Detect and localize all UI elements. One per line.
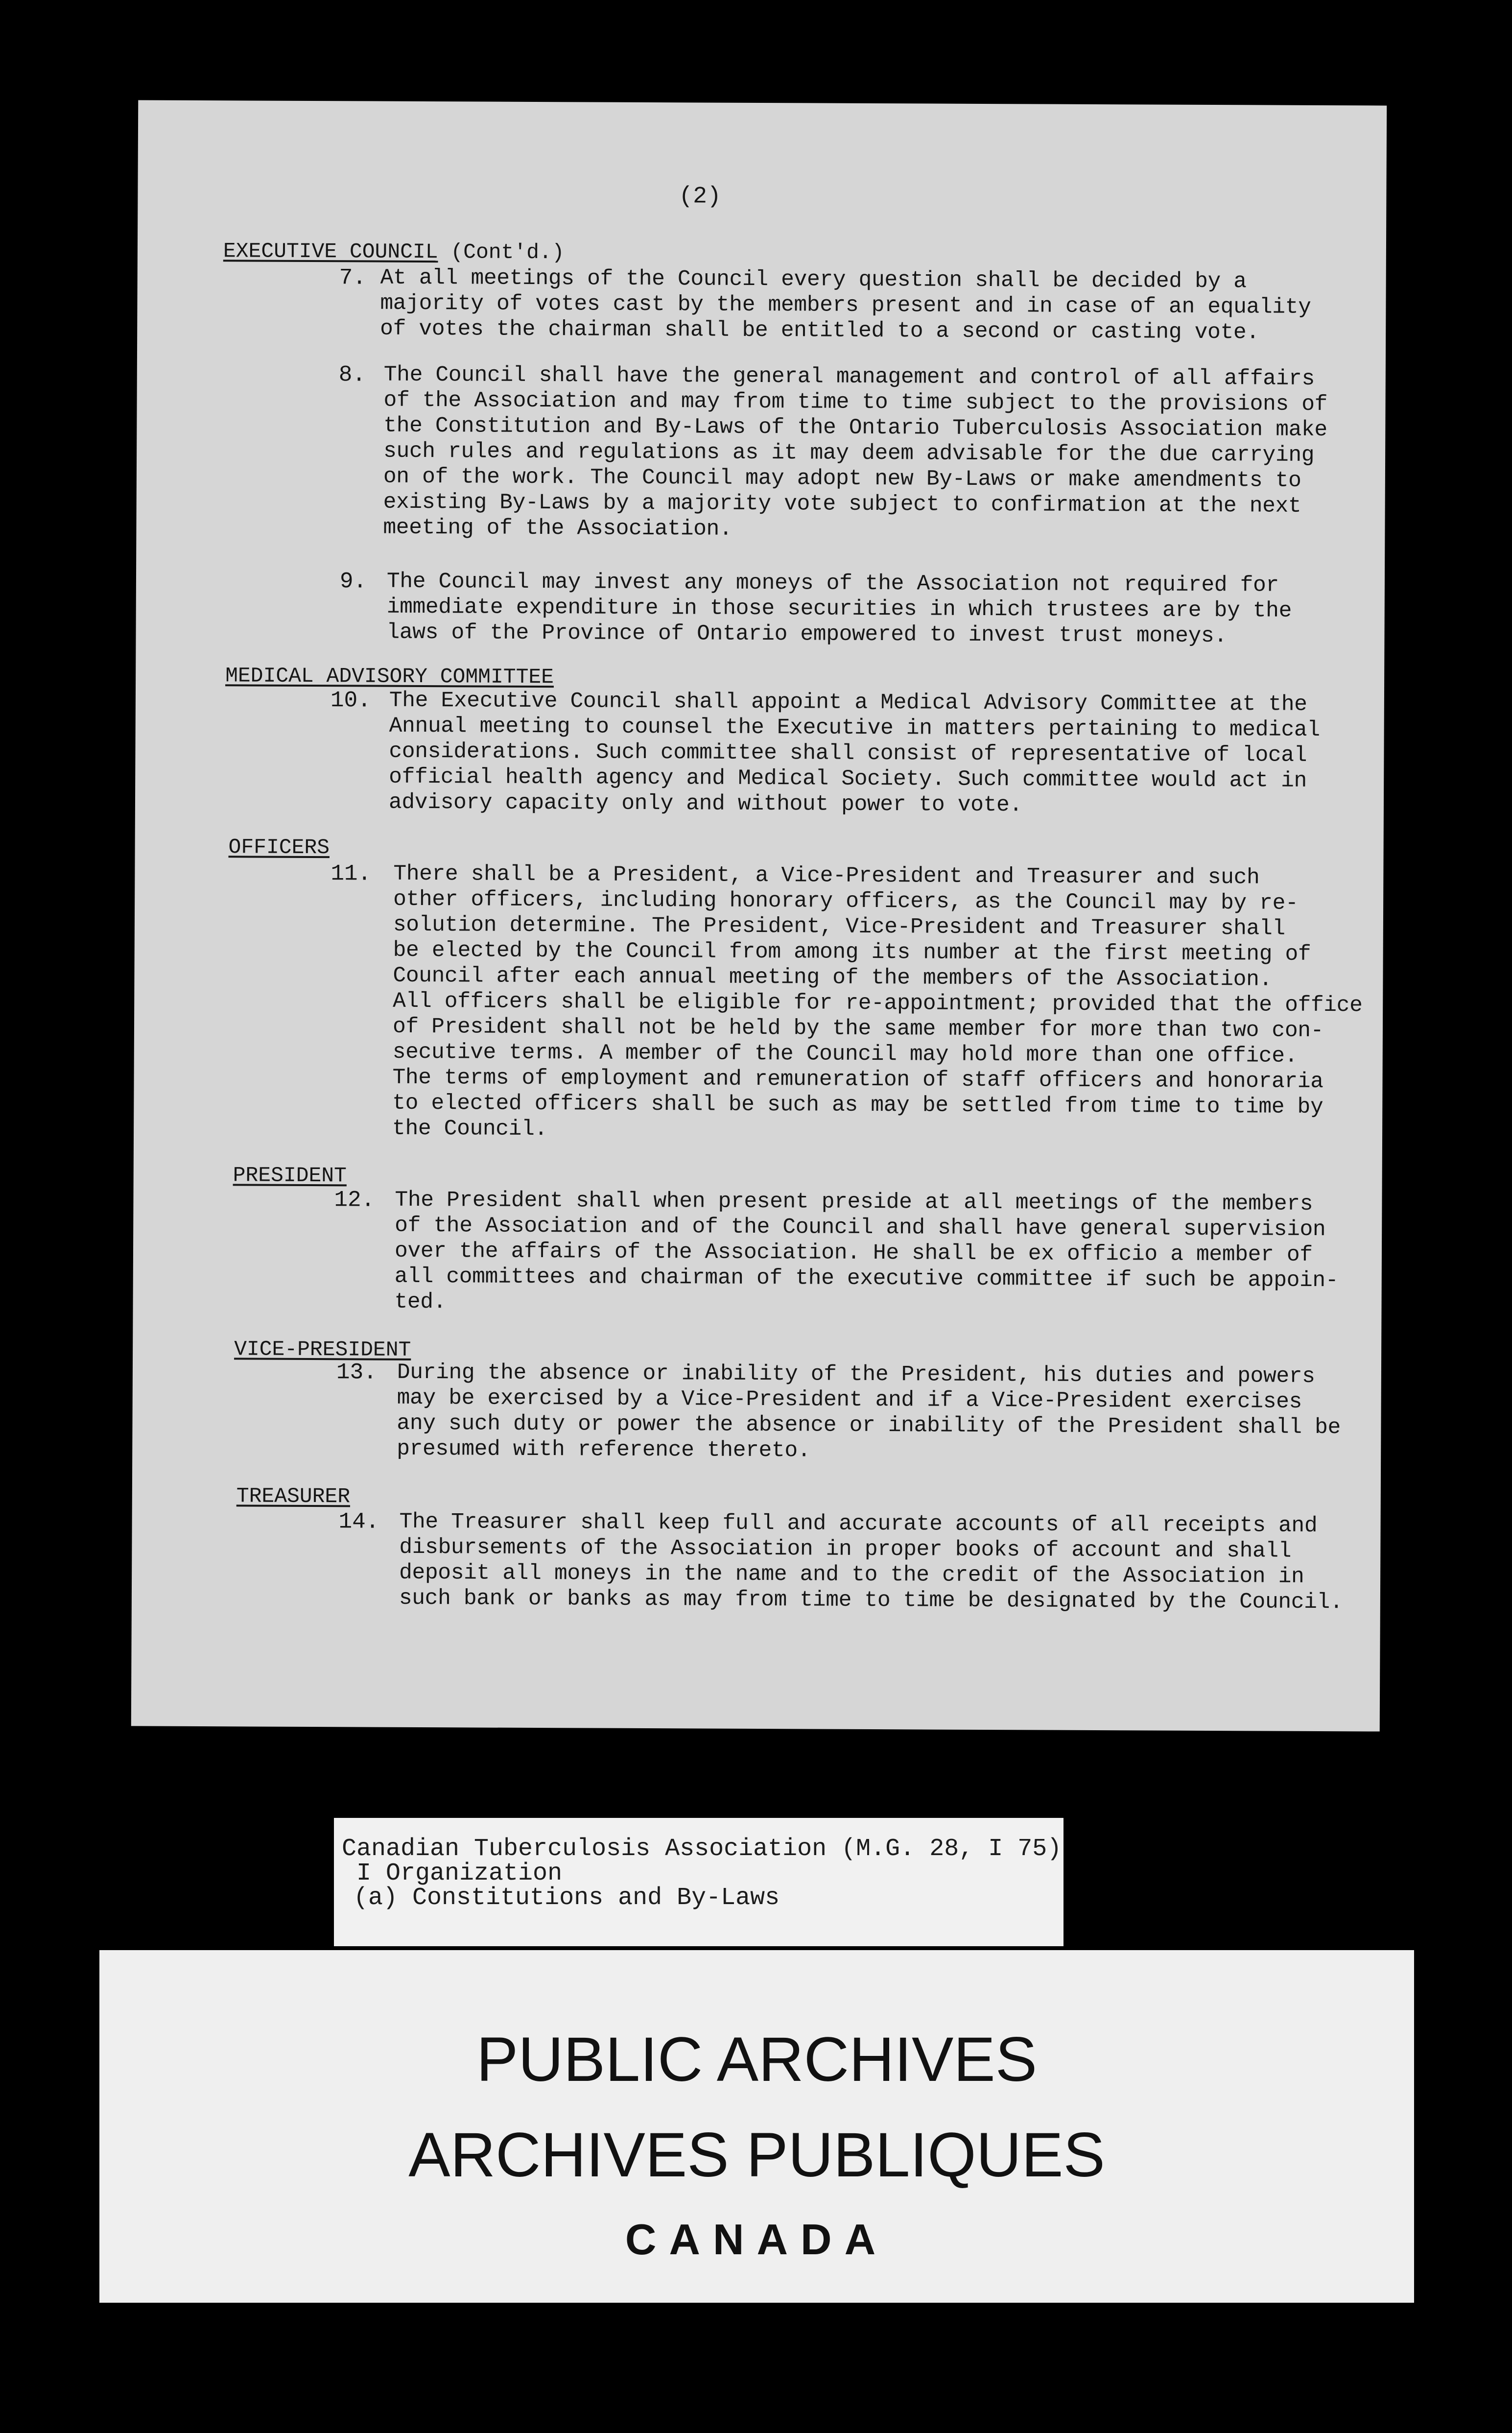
paragraph-line: to elected officers shall be such as may be settled from time to time by xyxy=(392,1091,1323,1120)
section-heading-officers xyxy=(228,835,330,860)
paragraph-9 xyxy=(386,569,1292,649)
heading-text: VICE-PRESIDENT xyxy=(234,1337,411,1362)
paragraph-12 xyxy=(394,1188,1339,1319)
paragraph-line: such bank or banks as may from time to time be designated by the Council. xyxy=(399,1586,1343,1615)
paragraph-11 xyxy=(392,861,1363,1146)
paragraph-number: 11. xyxy=(331,861,372,887)
archive-reference-label xyxy=(334,1818,1063,1946)
paragraph-line: The terms of employment and remuneration of staff officers and honoraria xyxy=(392,1065,1323,1095)
paragraph-line: The Executive Council shall appoint a Medical Advisory Committee at the xyxy=(389,688,1307,717)
label-collection: Canadian Tuberculosis Association (M.G. 28, I 75) xyxy=(342,1835,1062,1863)
paragraph-line: solution determine. The President, Vice-President and Treasurer shall xyxy=(393,912,1285,941)
paragraph-line: of the Association and of the Council and shall have general supervision xyxy=(395,1213,1326,1242)
paragraph-13 xyxy=(397,1360,1341,1466)
paragraph-line: There shall be a President, a Vice-President and Treasurer and such xyxy=(393,861,1260,890)
paragraph-8 xyxy=(383,362,1327,545)
paragraph-line: the Constitution and By-Laws of the Ontario Tuberculosis Association make xyxy=(383,413,1327,443)
paragraph-line: the Council. xyxy=(392,1116,548,1142)
paragraph-line: considerations. Such committee shall consist of representative of local xyxy=(389,739,1307,768)
paragraph-number: 7. xyxy=(339,265,367,291)
section-heading-medical-advisory-committee xyxy=(225,664,554,690)
heading-suffix: (Cont'd.) xyxy=(450,240,565,265)
paragraph-number: 14. xyxy=(338,1509,379,1535)
paragraph-number: 8. xyxy=(338,362,366,388)
paragraph-line: The Council shall have the general management and control of all affairs xyxy=(383,362,1315,391)
paragraph-line: may be exercised by a Vice-President and if a Vice-President exercises xyxy=(397,1385,1302,1414)
paragraph-line: During the absence or inability of the President, his duties and powers xyxy=(397,1360,1315,1389)
paragraph-line: laws of the Province of Ontario empowered to invest trust moneys. xyxy=(386,620,1227,649)
paragraph-line: secutive terms. A member of the Council may hold more than one office. xyxy=(392,1040,1298,1069)
paragraph-number: 9. xyxy=(339,569,367,595)
paragraph-line: existing By-Laws by a majority vote subject to confirmation at the next xyxy=(383,490,1301,519)
paragraph-7 xyxy=(380,265,1311,346)
paragraph-line: official health agency and Medical Society. Such committee would act in xyxy=(389,764,1307,793)
paragraph-line: any such duty or power the absence or inability of the President shall be xyxy=(397,1411,1341,1440)
paragraph-line: over the affairs of the Association. He shall be ex officio a member of xyxy=(394,1239,1313,1267)
paragraph-line: of votes the chairman shall be entitled to a second or casting vote. xyxy=(380,316,1259,345)
stamp-line-english: PUBLIC ARCHIVES xyxy=(476,2025,1038,2095)
paragraph-line: of President shall not be held by the same member for more than two con- xyxy=(392,1014,1324,1044)
paragraph-line: majority of votes cast by the members present and in case of an equality xyxy=(380,291,1311,320)
heading-text: PRESIDENT xyxy=(233,1163,347,1188)
paragraph-line: such rules and regulations as it may deem advisable for the due carrying xyxy=(383,439,1315,468)
document-page xyxy=(131,100,1387,1731)
paragraph-line: other officers, including honorary officers, as the Council may by re- xyxy=(393,887,1299,916)
paragraph-line: ted. xyxy=(394,1289,447,1315)
heading-text: EXECUTIVE COUNCIL xyxy=(223,239,438,264)
paragraph-line: advisory capacity only and without power to vote. xyxy=(388,790,1022,818)
paragraph-line: all committees and chairman of the executive committee if such be appoin- xyxy=(394,1264,1339,1293)
paragraph-line: of the Association and may from time to time subject to the provisions of xyxy=(383,388,1328,417)
paragraph-line: The Council may invest any moneys of the Association not required for xyxy=(386,569,1279,598)
paragraph-14 xyxy=(399,1509,1343,1615)
paragraph-line: disbursements of the Association in proper books of account and shall xyxy=(399,1535,1292,1564)
paragraph-number: 10. xyxy=(330,688,371,714)
section-heading-president xyxy=(233,1163,347,1188)
paragraph-number: 12. xyxy=(334,1187,375,1213)
page-number: (2) xyxy=(679,183,721,210)
paragraph-line: immediate expenditure in those securities in which trustees are by the xyxy=(386,595,1292,623)
section-heading-vice-president xyxy=(234,1337,411,1362)
paragraph-line: on of the work. The Council may adopt new By-Laws or make amendments to xyxy=(383,464,1301,493)
stamp-line-country: CANADA xyxy=(625,2215,889,2264)
paragraph-line: be elected by the Council from among its number at the first meeting of xyxy=(393,938,1311,967)
paragraph-line: All officers shall be eligible for re-appointment; provided that the office xyxy=(393,989,1363,1018)
paragraph-line: The Treasurer shall keep full and accurate accounts of all receipts and xyxy=(399,1509,1318,1538)
label-series: I Organization xyxy=(356,1860,563,1887)
paragraph-line: presumed with reference thereto. xyxy=(397,1436,811,1463)
section-heading-treasurer xyxy=(236,1484,350,1509)
paragraph-line: The President shall when present preside at all meetings of the members xyxy=(395,1188,1313,1216)
paragraph-line: Council after each annual meeting of the members of the Association. xyxy=(393,963,1273,992)
heading-text: OFFICERS xyxy=(228,835,330,860)
paragraph-number: 13. xyxy=(336,1360,377,1385)
paragraph-line: deposit all moneys in the name and to the credit of the Association in xyxy=(399,1560,1304,1589)
paragraph-line: At all meetings of the Council every question shall be decided by a xyxy=(380,265,1247,294)
paragraph-10 xyxy=(389,688,1320,819)
archives-stamp xyxy=(99,1950,1414,2303)
paragraph-line: Annual meeting to counsel the Executive in matters pertaining to medical xyxy=(389,714,1320,742)
stamp-line-french: ARCHIVES PUBLIQUES xyxy=(408,2120,1105,2190)
label-subseries: (a) Constitutions and By-Laws xyxy=(354,1884,780,1912)
section-heading-executive-council xyxy=(223,239,565,265)
heading-text: MEDICAL ADVISORY COMMITTEE xyxy=(225,664,554,690)
paragraph-line: meeting of the Association. xyxy=(383,515,732,542)
heading-text: TREASURER xyxy=(236,1484,351,1509)
